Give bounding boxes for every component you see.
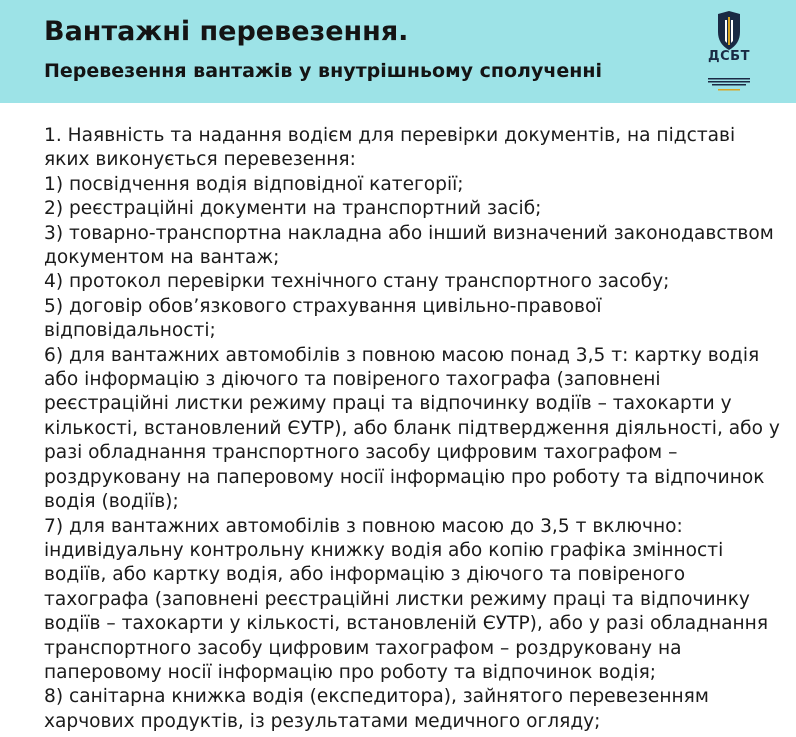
text-line: документом на вантаж; [44,247,280,269]
text-line: 1. Наявність та надання водієм для перевірки документів, на підставі [44,125,736,146]
text-line: 4) протокол перевірки технічного стану транспортного засобу; [44,271,670,293]
text-line: кількості, встановлений ЄУТР), або бланк підтвердження діяльності, або у [44,417,780,439]
text-line: водіїв – тахокарти у кількості, встановленій ЄУТР), або у разі обладнання [44,613,769,635]
text-line: 1) посвідчення водія відповідної категорії; [44,173,464,195]
text-line: 6) для вантажних автомобілів з повною масою понад 3,5 т: картку водія [44,344,760,366]
text-line: роздруковану на паперовому носії інформацію про роботу та відпочинок [44,466,765,488]
text-line: транспортного засобу цифровим тахографом – роздруковану на [44,637,682,659]
header-banner [0,0,796,103]
text-line: 3) товарно-транспортна накладна або інший визначений законодавством [44,222,774,244]
text-line: тахографа (заповнені реєстраційні листки режиму праці та відпочинку [44,588,750,610]
text-line: 5) договір обов’язкового страхування цивільно-правової [44,295,602,317]
text-line: або інформацію з діючого та повіреного тахографа (заповнені [44,369,661,391]
text-line: 8) санітарна книжка водія (експедитора), зайнятого перевезенням [44,686,709,708]
page-subtitle: Перевезення вантажів у внутрішньому сполученні [44,60,603,82]
logo-text: ДСБТ [708,49,750,64]
text-line: водіїв, або картку водія, або інформацію з діючого та повіреного [44,564,686,586]
text-line: 2) реєстраційні документи на транспортний засіб; [44,198,542,220]
document-body [44,124,780,734]
text-line: індивідуальну контрольну книжку водія або копію графіка змінності [44,539,724,561]
text-line: харчових продуктів, із результатами медичного огляду; [44,710,601,732]
text-line: 7) для вантажних автомобілів з повною масою до 3,5 т включно: [44,515,683,537]
text-line: водія (водіїв); [44,491,179,513]
text-line: паперовому носії інформацію про роботу та відпочинок водія; [44,661,657,683]
text-line: реєстраційні листки режиму праці та відпочинку водіїв – тахокарти у [44,393,732,415]
text-line: відповідальності; [44,320,216,342]
text-line: яких виконується перевезення: [44,149,356,171]
text-line: разі обладнання транспортного засобу цифровим тахографом – [44,442,678,464]
page-title: Вантажні перевезення. [44,16,409,47]
